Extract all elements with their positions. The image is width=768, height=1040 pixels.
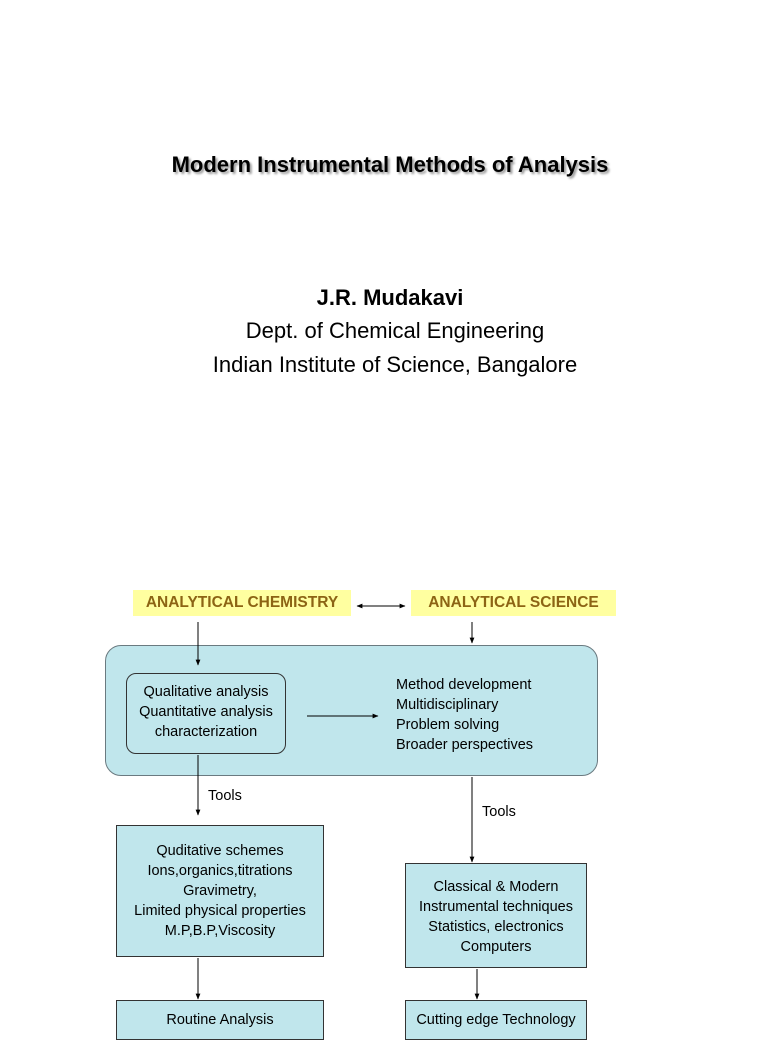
author-institute: Indian Institute of Science, Bangalore bbox=[212, 352, 578, 377]
left-tools-label: Tools bbox=[208, 788, 242, 804]
cutting-edge-box bbox=[405, 1000, 587, 1040]
routine-analysis-box bbox=[116, 1000, 324, 1040]
modern-tools-box bbox=[405, 863, 587, 968]
modern-tool-line: Computers bbox=[460, 939, 532, 955]
analysis-types-box bbox=[126, 673, 286, 754]
routine-analysis-text: Routine Analysis bbox=[166, 1012, 274, 1028]
analytical-chemistry-label: ANALYTICAL CHEMISTRY bbox=[133, 590, 351, 616]
author-name: J.R. Mudakavi bbox=[316, 285, 464, 310]
science-aspect-item: Broader perspectives bbox=[396, 737, 534, 753]
classical-tool-line: M.P,B.P,Viscosity bbox=[164, 923, 276, 939]
classical-tool-line: Ions,organics,titrations bbox=[147, 863, 293, 879]
science-aspects-list bbox=[396, 675, 533, 755]
science-aspect-item: Multidisciplinary bbox=[396, 697, 499, 713]
science-aspect-item: Problem solving bbox=[396, 717, 500, 733]
analysis-type-line: characterization bbox=[154, 724, 258, 740]
modern-tool-line: Classical & Modern bbox=[433, 879, 559, 895]
page-title: Modern Instrumental Methods of Analysis bbox=[171, 152, 609, 177]
analytical-science-label: ANALYTICAL SCIENCE bbox=[411, 590, 616, 616]
classical-tool-line: Quditative schemes bbox=[156, 843, 284, 859]
modern-tool-line: Statistics, electronics bbox=[428, 919, 564, 935]
science-aspect-item: Method development bbox=[396, 677, 532, 693]
analysis-type-line: Quantitative analysis bbox=[139, 704, 273, 720]
author-department: Dept. of Chemical Engineering bbox=[245, 318, 545, 343]
analysis-type-line: Qualitative analysis bbox=[143, 684, 269, 700]
right-tools-label: Tools bbox=[482, 804, 516, 820]
cutting-edge-text: Cutting edge Technology bbox=[416, 1012, 576, 1028]
classical-tool-line: Gravimetry, bbox=[183, 883, 257, 899]
modern-tool-line: Instrumental techniques bbox=[419, 899, 573, 915]
classical-tools-box bbox=[116, 825, 324, 957]
classical-tool-line: Limited physical properties bbox=[134, 903, 306, 919]
